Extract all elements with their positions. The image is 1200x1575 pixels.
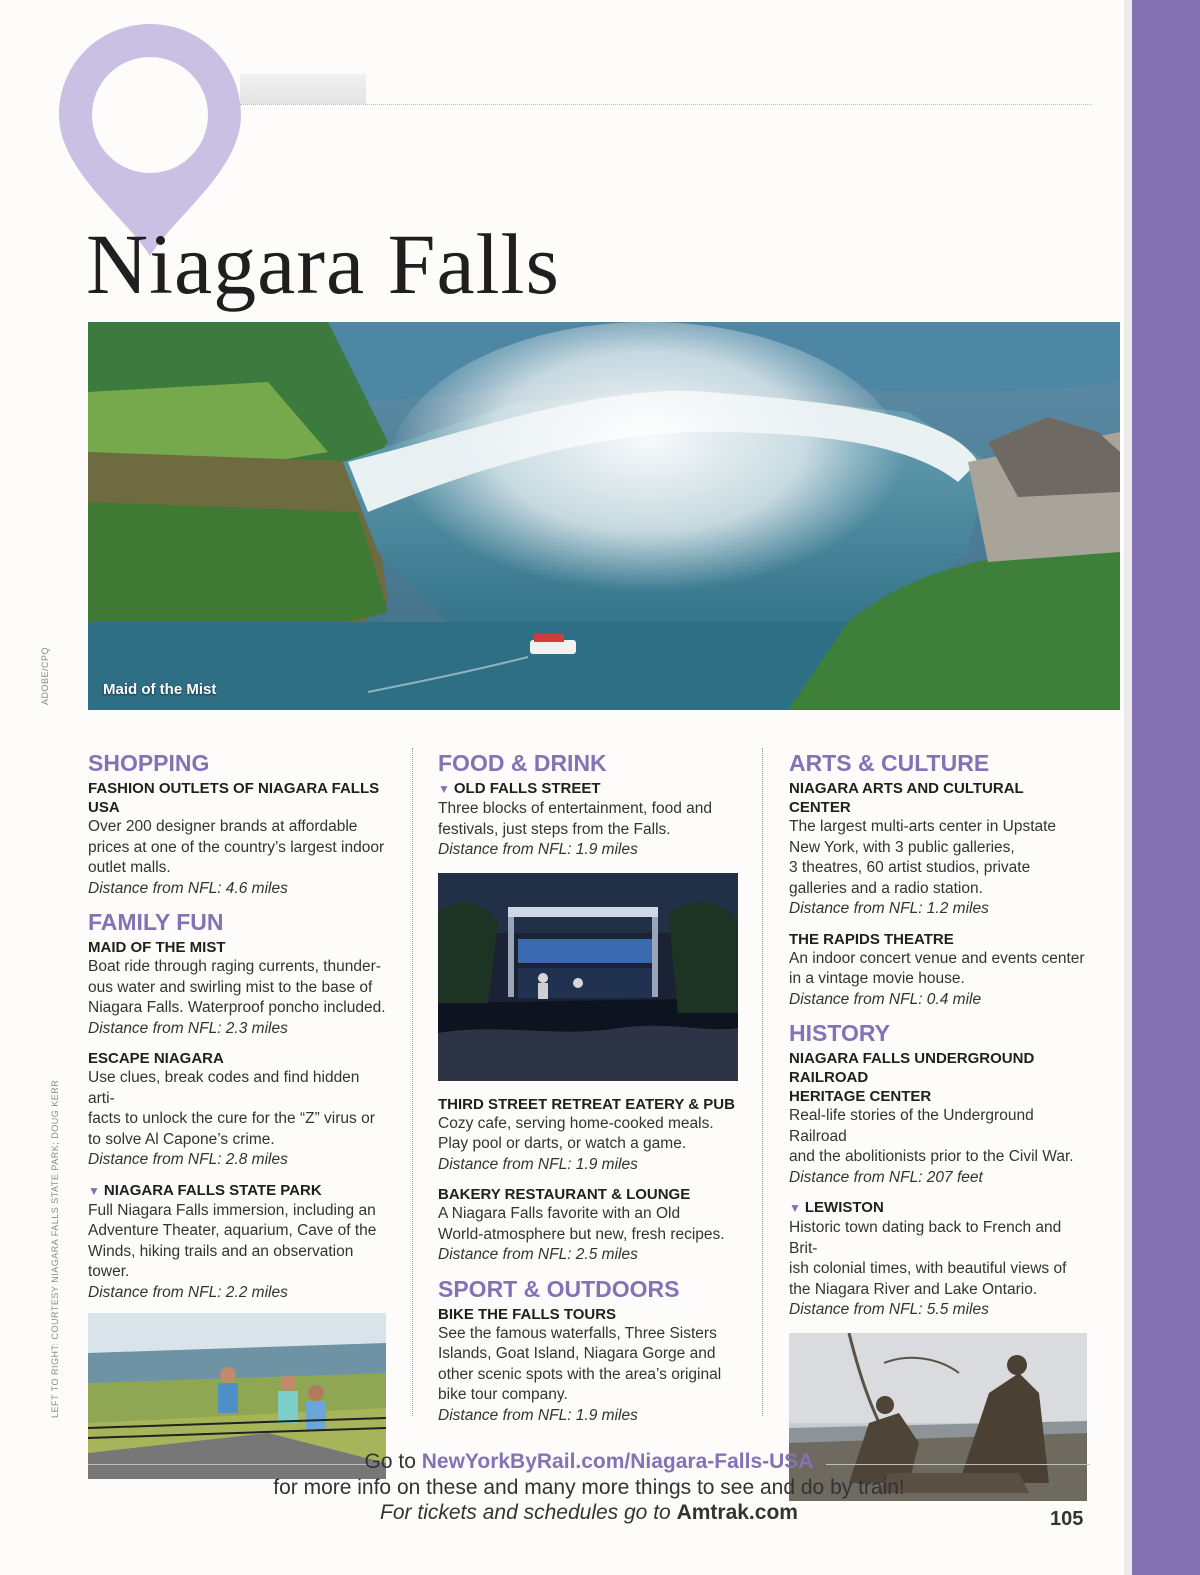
entry-description: Over 200 designer brands at affordable prices at one of the country’s largest indoor outlet malls. [88, 818, 385, 876]
triangle-down-icon: ▼ [88, 1183, 100, 1198]
list-item [88, 938, 388, 1039]
triangle-down-icon: ▼ [789, 1201, 801, 1215]
entry-title: THE RAPIDS THEATRE [789, 930, 954, 948]
entry-distance: Distance from NFL: 1.2 miles [789, 900, 989, 917]
entry-description: See the famous waterfalls, Three Sisters Islands, Goat Island, Niagara Gorge and other scenic spots with the area’s original bike tour company. [438, 1324, 722, 1403]
list-item [438, 1095, 738, 1176]
section-heading-arts-culture: ARTS & CULTURE [789, 750, 990, 776]
entry-description: Real-life stories of the Underground Railroad and the abolitionists prior to the Civil War. [789, 1107, 1074, 1165]
entry-title: NIAGARA FALLS UNDERGROUND RAILROAD HERITAGE CENTER [789, 1050, 1035, 1105]
list-item [438, 1185, 738, 1266]
entry-distance: Distance from NFL: 1.9 miles [438, 1406, 638, 1424]
entry-title: BIKE THE FALLS TOURS [438, 1305, 617, 1323]
list-item [438, 1305, 738, 1427]
triangle-down-icon: ▼ [438, 782, 450, 796]
section-heading-history: HISTORY [789, 1020, 890, 1046]
footer-tickets: For tickets and schedules go to Amtrak.com [380, 1501, 798, 1524]
column-1 [88, 744, 388, 1491]
entry-title: ▼ NIAGARA FALLS STATE PARK [88, 1181, 322, 1199]
entry-description: Historic town dating back to French and Brit- ish colonial times, with beautiful views of the Niagara River and Lake Ontario. [789, 1219, 1067, 1298]
entry-distance: Distance from NFL: 2.5 miles [438, 1246, 638, 1263]
entry-description: Three blocks of entertainment, food and festivals, just steps from the Falls. [438, 800, 712, 838]
list-item [789, 1049, 1089, 1188]
entry-distance: Distance from NFL: 2.2 miles [88, 1283, 288, 1301]
footer-info: for more info on these and many more things to see and do by train! [273, 1476, 905, 1499]
section-heading-shopping: SHOPPING [88, 750, 210, 776]
list-item [88, 1181, 388, 1304]
hero-photo [88, 322, 1120, 710]
entry-distance: Distance from NFL: 1.9 miles [438, 841, 638, 858]
photo-credit-hero: ADOBE/CPQ [40, 646, 50, 705]
list-item [789, 930, 1089, 1011]
entry-title: ▼ OLD FALLS STREET [438, 780, 601, 797]
section-heading-family-fun: FAMILY FUN [88, 909, 224, 935]
entry-distance: Distance from NFL: 5.5 miles [789, 1301, 989, 1318]
column-3 [789, 744, 1089, 1513]
page-number: 105 [1050, 1508, 1084, 1530]
entry-description: Boat ride through raging currents, thunder- ous water and swirling mist to the base of Niagara Falls. Waterproof poncho included. [88, 958, 386, 1016]
column-2 [438, 744, 738, 1426]
section-heading-food-drink: FOOD & DRINK [438, 750, 607, 776]
entry-distance: Distance from NFL: 2.3 miles [88, 1019, 288, 1037]
amtrak-link[interactable]: Amtrak.com [676, 1501, 798, 1524]
list-item [789, 1198, 1089, 1321]
column-divider [412, 748, 413, 1416]
side-band-edge [1124, 0, 1132, 1575]
concert-photo [438, 873, 738, 1081]
entry-distance: Distance from NFL: 4.6 miles [88, 879, 288, 897]
entry-title: THIRD STREET RETREAT EATERY & PUB [438, 1095, 735, 1113]
entry-distance: Distance from NFL: 0.4 mile [789, 990, 982, 1008]
list-item [789, 779, 1089, 920]
entry-title: BAKERY RESTAURANT & LOUNGE [438, 1186, 691, 1203]
entry-distance: Distance from NFL: 2.8 miles [88, 1151, 288, 1168]
column-divider [762, 748, 763, 1416]
list-item [438, 779, 738, 861]
entry-description: An indoor concert venue and events center in a vintage movie house. [789, 949, 1085, 987]
header-rule [240, 104, 1092, 105]
website-link[interactable]: NewYorkByRail.com/Niagara-Falls-USA [421, 1450, 814, 1473]
entry-description: The largest multi-arts center in Upstate New York, with 3 public galleries, 3 theatres, 60 artist studios, private galleries and a radio station. [789, 818, 1057, 897]
footer-cta: Go to NewYorkByRail.com/Niagara-Falls-USA [364, 1450, 814, 1473]
entry-description: Cozy cafe, serving home-cooked meals. Play pool or darts, or watch a game. [438, 1114, 714, 1152]
entry-distance: Distance from NFL: 207 feet [789, 1168, 983, 1186]
entry-title: NIAGARA ARTS AND CULTURAL CENTER [789, 780, 1024, 816]
header-tab [240, 74, 366, 104]
page-title: Niagara Falls [86, 216, 560, 312]
list-item [88, 779, 388, 899]
entry-title: ▼ LEWISTON [789, 1199, 884, 1216]
section-heading-sport-outdoors: SPORT & OUTDOORS [438, 1275, 680, 1302]
entry-description: Use clues, break codes and find hidden arti- facts to unlock the cure for the “Z” virus or to solve Al Capone’s crime. [88, 1069, 375, 1148]
side-band [1132, 0, 1200, 1575]
list-item [88, 1049, 388, 1171]
photo-credit-bottom: LEFT TO RIGHT: COURTESY NIAGARA FALLS STATE PARK; DOUG KERR [50, 1079, 60, 1418]
entry-title: FASHION OUTLETS OF NIAGARA FALLS USA [88, 780, 380, 816]
hero-caption: Maid of the Mist [103, 681, 217, 698]
entry-distance: Distance from NFL: 1.9 miles [438, 1155, 638, 1173]
entry-title: ESCAPE NIAGARA [88, 1050, 224, 1067]
entry-title: MAID OF THE MIST [88, 939, 226, 956]
entry-description: A Niagara Falls favorite with an Old World-atmosphere but new, fresh recipes. [438, 1205, 725, 1243]
entry-description: Full Niagara Falls immersion, including an Adventure Theater, aquarium, Cave of the Winds, hiking trails and an observation tower. [88, 1201, 377, 1280]
